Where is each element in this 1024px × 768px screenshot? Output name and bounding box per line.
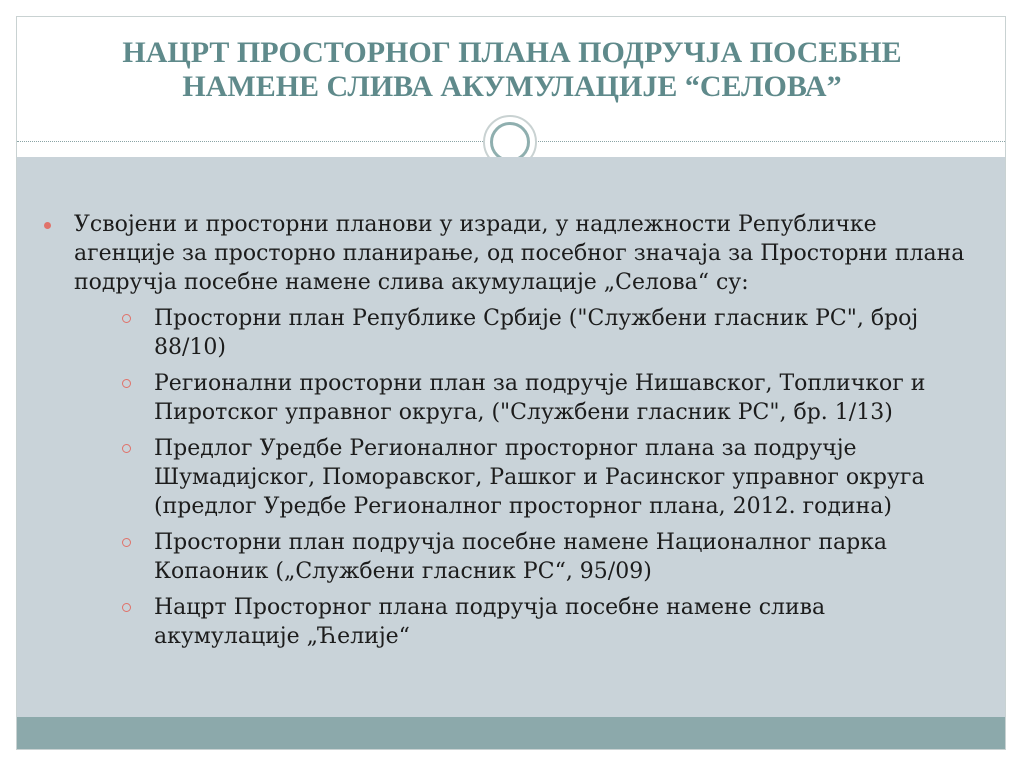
- title-line-2: НАМЕНЕ СЛИВА АКУМУЛАЦИЈЕ “СЕЛОВА”: [182, 70, 842, 103]
- circle-ornament-inner: [490, 122, 530, 162]
- bullet-dot-icon: [44, 222, 51, 229]
- sub-list-item: [74, 593, 970, 651]
- bullet-ring-icon: [122, 538, 131, 547]
- sub-list-item: [74, 369, 970, 427]
- bullet-ring-icon: [122, 314, 131, 323]
- sub-list-item: [74, 304, 970, 362]
- sub-list-item: [74, 528, 970, 586]
- sub-item-text: Просторни план подручја посебне намене Националног парка Копаоник („Службени гласник РС“, 95/09): [154, 530, 888, 584]
- sub-item-text: Регионални просторни план за подручје Нишавског, Топличког и Пиротског управног округа, ("Службени гласник РС", бр. 1/13): [154, 371, 926, 425]
- sub-item-text: Предлог Уредбе Регионалног просторног плана за подручје Шумадијског, Поморавског, Рашког и Расинског управног округа (предлог Уредбе Регионалног просторног плана, 2012. година): [154, 436, 925, 519]
- sublist: [74, 304, 970, 651]
- main-item-text: Усвојени и просторни планови у изради, у надлежности Републичке агенције за просторно планирање, од посебног значаја за Просторни плана подручја посебне намене слива акумулације „Селова“ су:: [74, 212, 965, 295]
- bullet-ring-icon: [122, 379, 131, 388]
- sub-item-text: Нацрт Просторног плана подручја посебне намене слива акумулације „Ћелије“: [154, 595, 826, 649]
- list-item-main: [30, 210, 970, 651]
- sub-list-item: [74, 434, 970, 521]
- title-line-1: НАЦРТ ПРОСТОРНОГ ПЛАНА ПОДРУЧЈА ПОСЕБНЕ: [122, 36, 902, 69]
- footer-band: [17, 717, 1005, 749]
- content-list: [30, 210, 970, 654]
- bullet-ring-icon: [122, 444, 131, 453]
- slide-title: [40, 36, 984, 126]
- sub-item-text: Просторни план Републике Србије ("Службени гласник РС", број 88/10): [154, 306, 919, 360]
- bullet-ring-icon: [122, 603, 131, 612]
